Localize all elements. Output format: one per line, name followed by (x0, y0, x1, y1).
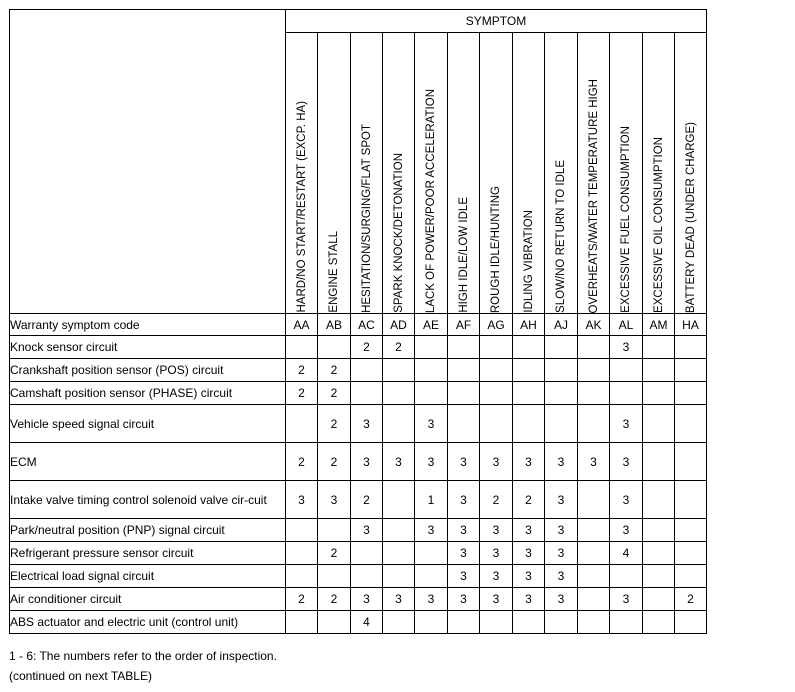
inspection-order-cell: 2 (513, 481, 545, 519)
symptom-header (318, 33, 351, 314)
table-row (10, 405, 707, 443)
inspection-order-cell (286, 565, 318, 588)
warranty-code-cell: AC (351, 314, 383, 336)
row-label: ABS actuator and electric unit (control unit) (10, 611, 286, 634)
row-label: Vehicle speed signal circuit (10, 405, 286, 443)
inspection-order-cell: 3 (448, 443, 480, 481)
symptom-header (643, 33, 675, 314)
inspection-order-cell (383, 542, 415, 565)
inspection-order-cell (286, 336, 318, 359)
symptom-header-label: IDLING VIBRATION (522, 210, 535, 313)
inspection-order-cell (513, 382, 545, 405)
inspection-order-cell: 2 (318, 382, 351, 405)
inspection-order-cell (286, 519, 318, 542)
inspection-order-cell (643, 611, 675, 634)
table-row (10, 443, 707, 481)
inspection-order-cell (675, 336, 707, 359)
inspection-order-cell (675, 443, 707, 481)
inspection-order-cell (675, 405, 707, 443)
warranty-code-cell: AG (480, 314, 513, 336)
inspection-order-cell: 2 (351, 481, 383, 519)
inspection-order-cell: 2 (351, 336, 383, 359)
symptom-header-label: EXCESSIVE OIL CONSUMPTION (652, 137, 665, 313)
inspection-order-cell: 3 (286, 481, 318, 519)
inspection-order-cell: 2 (383, 336, 415, 359)
warranty-code-row (10, 314, 707, 336)
inspection-order-cell (578, 519, 610, 542)
inspection-order-cell (643, 443, 675, 481)
inspection-order-cell: 3 (513, 443, 545, 481)
warranty-code-cell: AF (448, 314, 480, 336)
inspection-order-cell (578, 565, 610, 588)
symptom-header (286, 33, 318, 314)
inspection-order-cell (286, 542, 318, 565)
inspection-order-cell: 3 (318, 481, 351, 519)
inspection-order-cell: 3 (545, 443, 578, 481)
row-label: Knock sensor circuit (10, 336, 286, 359)
inspection-order-cell (513, 359, 545, 382)
inspection-order-cell: 3 (545, 565, 578, 588)
symptom-header-label: HESITATION/SURGING/FLAT SPOT (360, 124, 373, 313)
inspection-order-cell: 3 (448, 565, 480, 588)
inspection-order-cell: 3 (513, 588, 545, 611)
inspection-order-cell: 1 (415, 481, 448, 519)
inspection-order-cell (383, 611, 415, 634)
warranty-code-cell: AM (643, 314, 675, 336)
inspection-order-cell (578, 382, 610, 405)
inspection-order-cell (643, 542, 675, 565)
row-label: Park/neutral position (PNP) signal circuit (10, 519, 286, 542)
inspection-order-cell: 3 (448, 588, 480, 611)
symptom-header-label: SPARK KNOCK/DETONATION (392, 153, 405, 313)
warranty-code-cell: AJ (545, 314, 578, 336)
row-label: Electrical load signal circuit (10, 565, 286, 588)
inspection-order-cell (675, 611, 707, 634)
inspection-order-cell: 3 (545, 519, 578, 542)
inspection-order-cell: 2 (286, 382, 318, 405)
inspection-order-cell: 3 (415, 519, 448, 542)
symptom-header-label: ROUGH IDLE/HUNTING (490, 185, 502, 313)
inspection-order-cell (448, 405, 480, 443)
table-row (10, 481, 707, 519)
continued-note: (continued on next TABLE) (9, 669, 152, 683)
inspection-order-cell: 3 (480, 519, 513, 542)
inspection-order-cell (415, 542, 448, 565)
inspection-order-cell (545, 382, 578, 405)
inspection-order-cell: 3 (545, 542, 578, 565)
inspection-order-cell (383, 565, 415, 588)
inspection-order-cell: 3 (415, 405, 448, 443)
inspection-order-cell: 3 (480, 443, 513, 481)
inspection-order-cell (318, 565, 351, 588)
inspection-order-cell (286, 611, 318, 634)
symptom-header-label: OVERHEATS/WATER TEMPERATURE HIGH (587, 78, 600, 313)
row-label: Camshaft position sensor (PHASE) circuit (10, 382, 286, 405)
warranty-code-cell: AE (415, 314, 448, 336)
inspection-order-cell (578, 405, 610, 443)
inspection-order-cell (383, 382, 415, 405)
inspection-order-cell (675, 542, 707, 565)
inspection-order-cell (643, 588, 675, 611)
row-label: Crankshaft position sensor (POS) circuit (10, 359, 286, 382)
inspection-order-cell: 3 (610, 588, 643, 611)
inspection-order-cell (675, 382, 707, 405)
inspection-order-cell: 2 (318, 588, 351, 611)
inspection-order-cell: 2 (286, 588, 318, 611)
inspection-order-cell: 3 (383, 443, 415, 481)
inspection-order-cell: 3 (448, 542, 480, 565)
symptom-header (578, 33, 610, 314)
inspection-order-cell: 3 (513, 542, 545, 565)
inspection-order-cell (643, 336, 675, 359)
inspection-order-cell: 3 (351, 588, 383, 611)
row-label: ECM (10, 443, 286, 481)
inspection-order-cell (318, 611, 351, 634)
inspection-order-cell (480, 359, 513, 382)
inspection-order-cell (513, 611, 545, 634)
inspection-order-cell (643, 382, 675, 405)
inspection-order-cell: 3 (610, 405, 643, 443)
inspection-order-cell (643, 481, 675, 519)
inspection-order-cell (578, 359, 610, 382)
symptom-header-label: HIGH IDLE/LOW IDLE (457, 197, 470, 313)
order-footnote: 1 - 6: The numbers refer to the order of inspection. (9, 649, 277, 663)
inspection-order-cell (383, 359, 415, 382)
symptom-header-label: HARD/NO START/RESTART (EXCP. HA) (295, 101, 308, 313)
inspection-order-cell (578, 336, 610, 359)
inspection-order-cell (675, 519, 707, 542)
inspection-order-cell (480, 405, 513, 443)
inspection-order-cell: 2 (480, 481, 513, 519)
inspection-order-cell (545, 359, 578, 382)
inspection-order-cell (480, 382, 513, 405)
inspection-order-cell (578, 542, 610, 565)
inspection-order-cell: 3 (513, 565, 545, 588)
symptom-header (383, 33, 415, 314)
symptom-header-label: LACK OF POWER/POOR ACCELERATION (425, 88, 437, 313)
inspection-order-cell (415, 359, 448, 382)
inspection-order-cell: 3 (351, 519, 383, 542)
inspection-order-cell: 3 (448, 481, 480, 519)
inspection-order-cell (318, 336, 351, 359)
warranty-code-cell: AA (286, 314, 318, 336)
symptom-header (415, 33, 448, 314)
table-row (10, 382, 707, 405)
inspection-order-cell: 3 (480, 542, 513, 565)
inspection-order-cell: 3 (610, 481, 643, 519)
inspection-order-cell: 3 (383, 588, 415, 611)
inspection-order-cell (480, 611, 513, 634)
inspection-order-cell: 3 (480, 565, 513, 588)
inspection-order-cell (448, 382, 480, 405)
inspection-order-cell (578, 611, 610, 634)
warranty-code-label: Warranty symptom code (10, 314, 286, 336)
table-row (10, 336, 707, 359)
inspection-order-cell (415, 565, 448, 588)
inspection-order-cell (545, 405, 578, 443)
symptom-table (9, 9, 707, 634)
symptom-header (513, 33, 545, 314)
inspection-order-cell: 2 (318, 443, 351, 481)
inspection-order-cell: 3 (610, 443, 643, 481)
inspection-order-cell: 2 (286, 359, 318, 382)
inspection-order-cell (448, 611, 480, 634)
warranty-code-cell: AH (513, 314, 545, 336)
inspection-order-cell (675, 359, 707, 382)
symptom-header (545, 33, 578, 314)
warranty-code-cell: AK (578, 314, 610, 336)
symptom-header-label: EXCESSIVE FUEL CONSUMPTION (620, 126, 632, 313)
inspection-order-cell: 3 (448, 519, 480, 542)
table-row (10, 565, 707, 588)
warranty-code-cell: AL (610, 314, 643, 336)
symptom-header (351, 33, 383, 314)
row-label: Refrigerant pressure sensor circuit (10, 542, 286, 565)
warranty-code-cell: AB (318, 314, 351, 336)
inspection-order-cell (610, 565, 643, 588)
inspection-order-cell (610, 359, 643, 382)
symptom-group-header: SYMPTOM (286, 10, 707, 33)
warranty-code-cell: HA (675, 314, 707, 336)
symptom-header-label: ENGINE STALL (328, 231, 340, 313)
inspection-order-cell (610, 382, 643, 405)
inspection-order-cell: 3 (351, 443, 383, 481)
inspection-order-cell (415, 336, 448, 359)
row-label: Intake valve timing control solenoid valve cir-cuit (10, 481, 286, 519)
inspection-order-cell (286, 405, 318, 443)
inspection-order-cell (351, 382, 383, 405)
symptom-header-label: BATTERY DEAD (UNDER CHARGE) (684, 121, 697, 313)
table-row (10, 542, 707, 565)
inspection-order-cell (351, 542, 383, 565)
warranty-code-cell: AD (383, 314, 415, 336)
symptom-header (610, 33, 643, 314)
table-row (10, 611, 707, 634)
inspection-order-cell (351, 565, 383, 588)
inspection-order-cell (415, 382, 448, 405)
inspection-order-cell (513, 405, 545, 443)
inspection-order-cell (415, 611, 448, 634)
inspection-order-cell: 4 (610, 542, 643, 565)
symptom-header-label: SLOW/NO RETURN TO IDLE (555, 160, 567, 313)
inspection-order-cell: 3 (545, 481, 578, 519)
inspection-order-cell: 3 (545, 588, 578, 611)
inspection-order-cell (383, 481, 415, 519)
inspection-order-cell: 3 (578, 443, 610, 481)
inspection-order-cell: 3 (351, 405, 383, 443)
symptom-header (675, 33, 707, 314)
table-row (10, 519, 707, 542)
row-label: Air conditioner circuit (10, 588, 286, 611)
inspection-order-cell (643, 519, 675, 542)
symptom-header (480, 33, 513, 314)
inspection-order-cell: 3 (610, 519, 643, 542)
inspection-order-cell (383, 405, 415, 443)
inspection-order-cell (480, 336, 513, 359)
inspection-order-cell (578, 481, 610, 519)
table-row (10, 588, 707, 611)
inspection-order-cell (643, 405, 675, 443)
inspection-order-cell (448, 359, 480, 382)
table-body (10, 314, 707, 634)
inspection-order-cell (545, 611, 578, 634)
inspection-order-cell: 3 (513, 519, 545, 542)
inspection-order-cell: 2 (675, 588, 707, 611)
inspection-order-cell (675, 481, 707, 519)
table-row (10, 359, 707, 382)
symptom-header (448, 33, 480, 314)
inspection-order-cell: 3 (610, 336, 643, 359)
inspection-order-cell: 3 (415, 588, 448, 611)
inspection-order-cell: 2 (286, 443, 318, 481)
inspection-order-cell (351, 359, 383, 382)
inspection-order-cell (643, 565, 675, 588)
inspection-order-cell (675, 565, 707, 588)
inspection-order-cell: 2 (318, 359, 351, 382)
inspection-order-cell: 2 (318, 405, 351, 443)
inspection-order-cell (513, 336, 545, 359)
inspection-order-cell (383, 519, 415, 542)
inspection-order-cell (318, 519, 351, 542)
inspection-order-cell: 3 (480, 588, 513, 611)
corner-cell (10, 10, 286, 314)
inspection-order-cell (578, 588, 610, 611)
inspection-order-cell (643, 359, 675, 382)
inspection-order-cell: 4 (351, 611, 383, 634)
inspection-order-cell: 2 (318, 542, 351, 565)
inspection-order-cell (448, 336, 480, 359)
inspection-order-cell: 3 (415, 443, 448, 481)
inspection-order-cell (545, 336, 578, 359)
inspection-order-cell (610, 611, 643, 634)
